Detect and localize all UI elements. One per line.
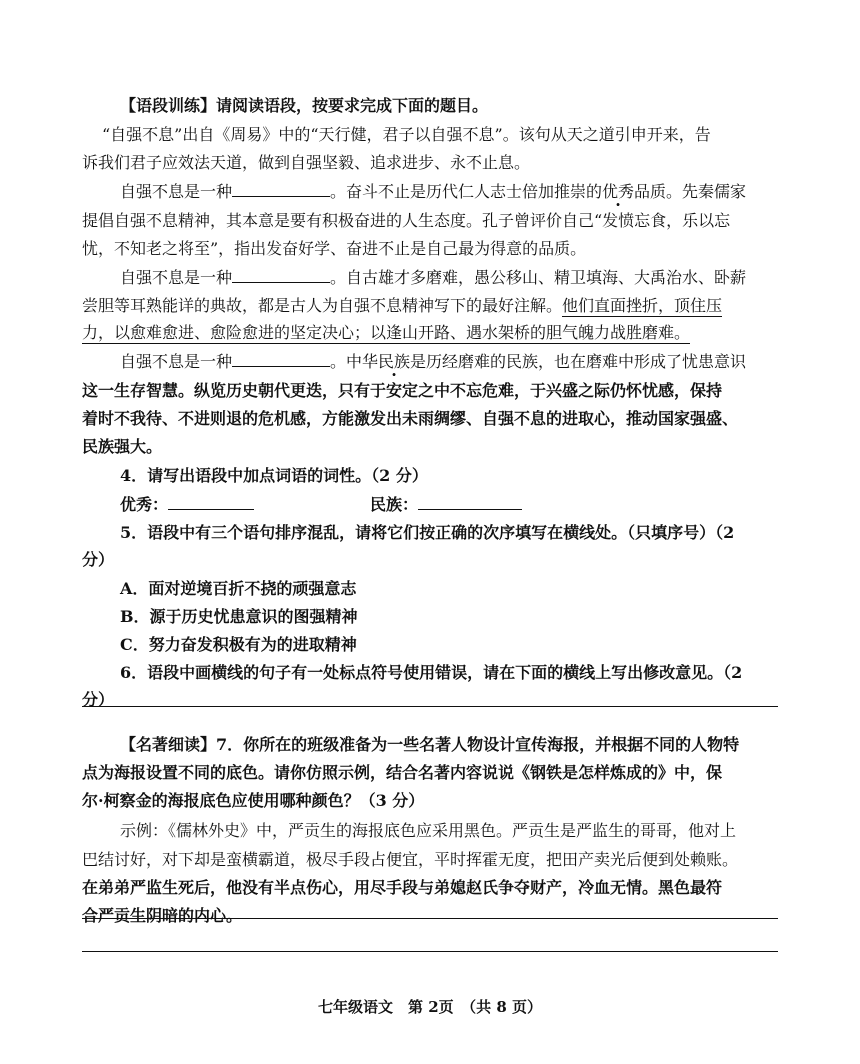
section1-heading-line (120, 95, 488, 117)
para3-text: 。自古雄才多磨难，愚公移山、精卫填海、大禹治水、卧薪 (330, 268, 747, 287)
answer-line-q7-1[interactable] (82, 918, 778, 919)
para1-line2: 诉我们君子应效法天道，做到自强坚毅、追求进步、永不止息。 (82, 153, 531, 172)
para3-plain-text: 尝胆等耳熟能详的典故，都是古人为自强不息精神写下的最好注解。 (82, 296, 563, 315)
q4-blank-minzu[interactable] (418, 495, 522, 510)
example-line3: 在弟弟严监生死后，他没有半点伤心，用尽手段与弟媳赵氏争夺财产，冷血无情。黑色最符 (82, 878, 723, 897)
page-footer: 七年级语文 第 2页 （共 8 页） (317, 998, 543, 1016)
q4-blank-youxiu[interactable] (168, 495, 254, 510)
para2-text-b: 品质。先秦儒家 (634, 182, 747, 201)
answer-line-q6[interactable] (82, 706, 778, 707)
para4-line2: 这一生存智慧。纵览历史朝代更迭，只有于安定之中不忘危难，于兴盛之际仍怀忧感，保持 (82, 381, 723, 400)
para2-text-a: 。奋斗不止是历代仁人志士倍加推崇的 (330, 182, 603, 201)
para2-line1 (120, 181, 746, 203)
option-b: B．源于历史忧患意识的图强精神 (120, 607, 358, 626)
question-7-line1: 7．你所在的班级准备为一些名著人物设计宣传海报，并根据不同的人物特 (216, 735, 740, 754)
para2-prefix: 自强不息是一种 (120, 182, 233, 201)
para4-line4: 民族强大。 (82, 437, 163, 456)
para3-line3 (82, 322, 690, 344)
blank-2 (232, 268, 330, 283)
para3-line1 (120, 267, 746, 289)
question-5-line2: 分） (82, 550, 115, 569)
question-7-line3: 尔·柯察金的海报底色应使用哪种颜色？（3 分） (82, 791, 425, 810)
underlined-sentence-part2: 力，以愈难愈进、愈险愈进的坚定决心；以逢山开路、遇水架桥的胆气魄力战胜磨难。 (82, 323, 691, 342)
option-a: A．面对逆境百折不挠的顽强意志 (120, 579, 357, 598)
question-7-line2: 点为海报设置不同的底色。请你仿照示例，结合名著内容说说《钢铁是怎样炼成的》中，保 (82, 763, 723, 782)
dotted-word-youxiu: 优秀 (602, 182, 635, 201)
example-line2: 巴结讨好，对下却是蛮横霸道，极尽手段占便宜，平时挥霍无度，把田产卖光后便到处赖账。 (82, 850, 739, 869)
question-6-line1: 6．语段中画横线的句子有一处标点符号使用错误，请在下面的横线上写出修改意见。（2 (120, 663, 743, 682)
question-4-answers (120, 494, 254, 516)
para3-prefix: 自强不息是一种 (120, 268, 233, 287)
answer-line-q7-2[interactable] (82, 951, 778, 952)
example-line4: 合严贡生阴暗的内心。 (82, 906, 243, 925)
underlined-sentence-part1: 他们直面挫折，顶住压 (562, 296, 723, 315)
para4-text-a: 。中华 (330, 352, 379, 371)
q4-label-minzu: 民族： (370, 495, 419, 514)
para4-text-b: 是历经磨难的民族，也在磨难中形成了忧患意识 (410, 352, 747, 371)
blank-1 (232, 182, 330, 197)
section1-intro: 请阅读语段，按要求完成下面的题目。 (216, 96, 489, 115)
para3-line2 (82, 295, 722, 317)
para2-line3: 忧，不知老之将至”，指出发奋好学、奋进不止是自己最为得意的品质。 (82, 239, 587, 258)
para4-prefix: 自强不息是一种 (120, 352, 233, 371)
section2-heading: 【名著细读】 (120, 735, 217, 754)
dotted-word-minzu: 民族 (378, 352, 411, 371)
para1-line1: “自强不息”出自《周易》中的“天行健，君子以自强不息”。该句从天之道引申开来，告 (102, 125, 711, 144)
para4-line3: 着时不我待、不进则退的危机感，方能激发出未雨绸缪、自强不息的进取心，推动国家强盛、 (82, 409, 739, 428)
para4-line1 (120, 351, 746, 373)
example-line1: 示例：《儒林外史》中，严贡生的海报底色应采用黑色。严贡生是严监生的哥哥，他对上 (120, 821, 737, 840)
question-4: 4．请写出语段中加点词语的词性。（2 分） (120, 466, 428, 485)
question-4-answers-b (370, 494, 522, 516)
section2-line1 (120, 734, 739, 756)
para2-line2: 提倡自强不息精神，其本意是要有积极奋进的人生态度。孔子曾评价自己“发愤忘食，乐以忘 (82, 211, 731, 230)
question-6-line2: 分） (82, 690, 115, 709)
section1-heading: 【语段训练】 (120, 96, 217, 115)
q4-label-youxiu: 优秀： (120, 495, 169, 514)
question-5-line1: 5．语段中有三个语句排序混乱，请将它们按正确的次序填写在横线处。（只填序号）（2 (120, 523, 735, 542)
blank-3 (232, 352, 330, 367)
option-c: C．努力奋发积极有为的进取精神 (120, 635, 357, 654)
